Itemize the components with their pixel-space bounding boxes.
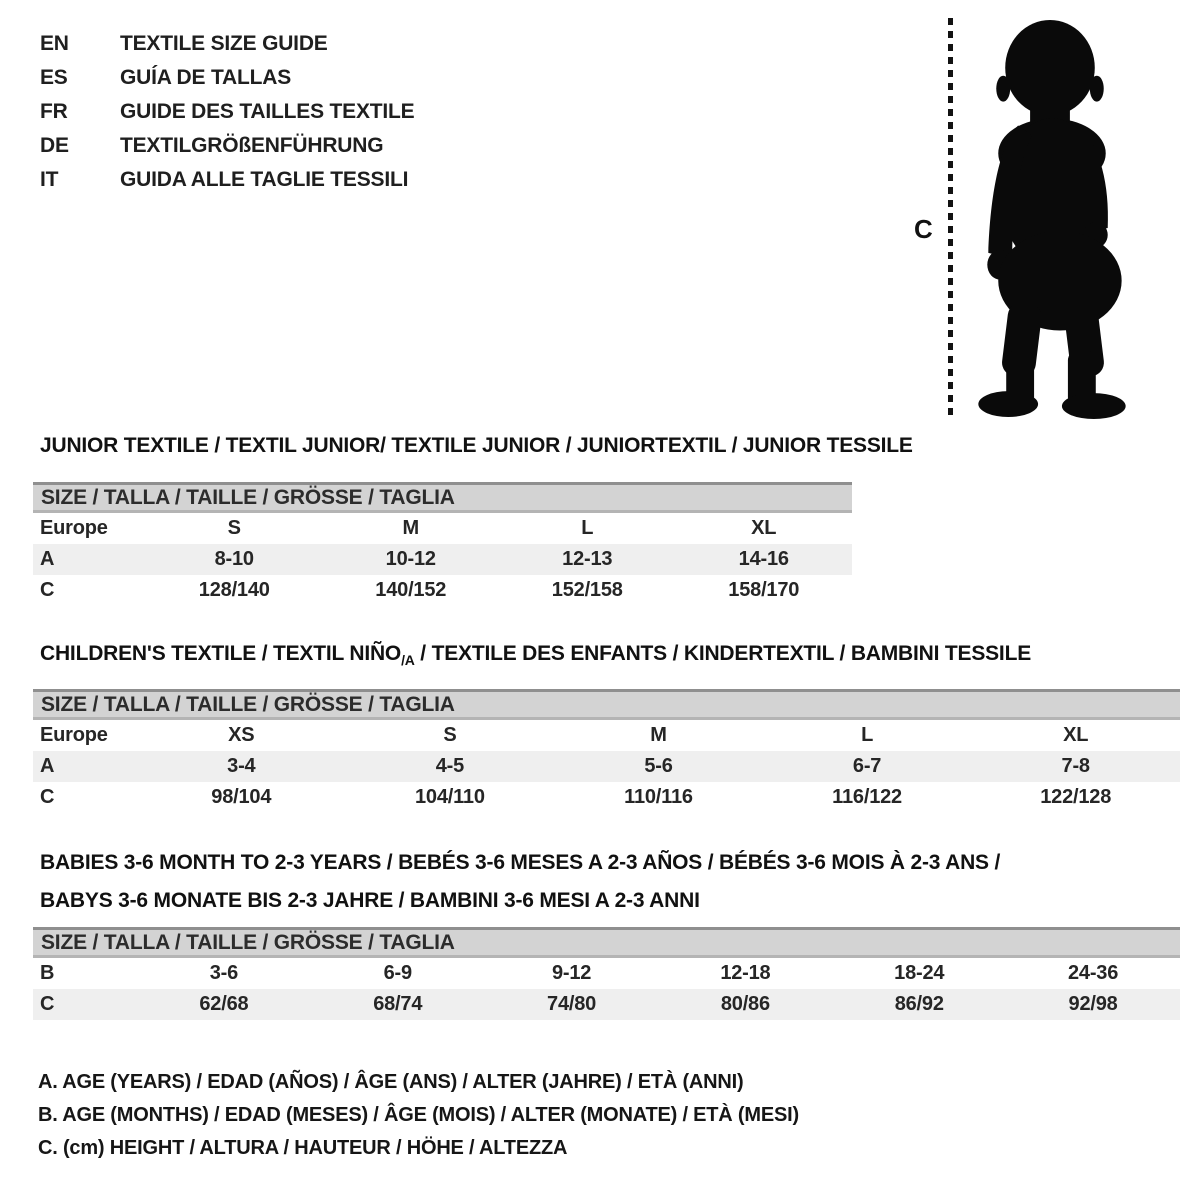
age-cell: 5-6 — [644, 755, 673, 777]
age-cell: 24-36 — [1067, 962, 1119, 984]
height-cell: 116/122 — [832, 786, 902, 808]
size-cell: XS — [228, 724, 255, 746]
toddler-silhouette-image — [960, 14, 1140, 422]
junior-size-table — [33, 482, 852, 606]
age-cell: 3-4 — [227, 755, 256, 777]
table-row — [33, 544, 852, 575]
legend-line-a: A. AGE (YEARS) / EDAD (AÑOS) / ÂGE (ANS) / ALTER (JAHRE) / ETÀ (ANNI) — [38, 1071, 744, 1093]
guide-title: GUIDE DES TAILLES TEXTILE — [120, 100, 415, 123]
guide-title: TEXTILE SIZE GUIDE — [120, 32, 328, 55]
age-cell: 6-9 — [383, 962, 412, 984]
age-cell: 4-5 — [435, 755, 465, 777]
children-title-post: / TEXTILE DES ENFANTS / KINDERTEXTIL / BAMBINI TESSILE — [414, 642, 1032, 665]
height-cell: 92/98 — [1068, 993, 1118, 1015]
table-row — [33, 989, 1180, 1020]
age-cell: 7-8 — [1061, 755, 1090, 777]
age-cell: 18-24 — [894, 962, 945, 984]
size-header-bar: SIZE / TALLA / TAILLE / GRÖSSE / TAGLIA — [33, 927, 1180, 958]
height-cell: 128/140 — [198, 579, 270, 601]
row-label: A — [40, 548, 55, 570]
language-code: FR — [40, 100, 68, 123]
age-cell: 14-16 — [738, 548, 789, 570]
age-cell: 10-12 — [385, 548, 436, 570]
guide-title: TEXTILGRÖßENFÜHRUNG — [120, 134, 384, 157]
babies-title-line2: BABYS 3-6 MONATE BIS 2-3 JAHRE / BAMBINI 3-6 MESI A 2-3 ANNI — [40, 889, 700, 912]
measure-legend — [38, 1066, 799, 1165]
height-cell: 62/68 — [199, 993, 249, 1015]
legend-line-c: C. (cm) HEIGHT / ALTURA / HAUTEUR / HÖHE / ALTEZZA — [38, 1137, 568, 1159]
table-row — [33, 720, 1180, 751]
children-title-sub: /A — [401, 652, 415, 669]
size-cell: S — [443, 724, 457, 746]
children-size-table — [33, 689, 1180, 813]
language-row-it — [40, 163, 414, 197]
size-cell: M — [650, 724, 667, 746]
table-row — [33, 575, 852, 606]
height-cell: 110/116 — [624, 786, 693, 808]
row-label: Europe — [40, 517, 108, 539]
language-title-block — [40, 27, 414, 197]
language-row-en — [40, 27, 414, 61]
table-row — [33, 958, 1180, 989]
height-cell: 152/158 — [551, 579, 623, 601]
size-cell: S — [227, 517, 241, 539]
age-cell: 12-18 — [720, 962, 771, 984]
row-label: A — [40, 755, 55, 777]
junior-section-title: JUNIOR TEXTILE / TEXTIL JUNIOR/ TEXTILE JUNIOR / JUNIORTEXTIL / JUNIOR TESSILE — [40, 434, 913, 457]
row-label: C — [40, 786, 55, 808]
height-cell: 68/74 — [373, 993, 423, 1015]
table-row — [33, 513, 852, 544]
babies-section-title — [40, 844, 1000, 920]
size-cell: XL — [751, 517, 777, 539]
language-code: DE — [40, 134, 69, 157]
legend-line-b: B. AGE (MONTHS) / EDAD (MESES) / ÂGE (MOIS) / ALTER (MONATE) / ETÀ (MESI) — [38, 1104, 799, 1126]
table-row — [33, 782, 1180, 813]
size-cell: XL — [1063, 724, 1089, 746]
language-code: EN — [40, 32, 69, 55]
size-header-bar: SIZE / TALLA / TAILLE / GRÖSSE / TAGLIA — [33, 482, 852, 513]
age-cell: 12-13 — [562, 548, 613, 570]
height-cell: 86/92 — [894, 993, 944, 1015]
age-cell: 3-6 — [209, 962, 239, 984]
language-code: IT — [40, 168, 59, 191]
language-code: ES — [40, 66, 68, 89]
height-cell: 158/170 — [728, 579, 800, 601]
size-header-bar: SIZE / TALLA / TAILLE / GRÖSSE / TAGLIA — [33, 689, 1180, 720]
row-label: C — [40, 993, 55, 1015]
row-label: Europe — [40, 724, 108, 746]
height-cell: 122/128 — [1040, 786, 1112, 808]
height-cell: 104/110 — [414, 786, 485, 808]
guide-title: GUIDA ALLE TAGLIE TESSILI — [120, 168, 409, 191]
table-row — [33, 751, 1180, 782]
height-cell: 140/152 — [375, 579, 447, 601]
children-section-title — [40, 642, 1031, 668]
height-cell: 74/80 — [547, 993, 597, 1015]
language-row-de — [40, 129, 414, 163]
height-measure-label: C — [914, 214, 933, 244]
children-title-pre: CHILDREN'S TEXTILE / TEXTIL NIÑO — [40, 642, 402, 665]
row-label: C — [40, 579, 55, 601]
language-row-fr — [40, 95, 414, 129]
height-cell: 80/86 — [720, 993, 770, 1015]
age-cell: 8-10 — [214, 548, 254, 570]
height-cell: 98/104 — [211, 786, 272, 808]
age-cell: 6-7 — [852, 755, 882, 777]
babies-title-line1: BABIES 3-6 MONTH TO 2-3 YEARS / BEBÉS 3-6 MESES A 2-3 AÑOS / BÉBÉS 3-6 MOIS À 2-3 ANS / — [40, 851, 1001, 874]
language-row-es — [40, 61, 414, 95]
size-cell: L — [581, 517, 594, 539]
babies-size-table — [33, 927, 1180, 1020]
height-measure-line — [948, 18, 953, 416]
size-cell: L — [861, 724, 874, 746]
guide-title: GUÍA DE TALLAS — [120, 66, 292, 89]
size-cell: M — [402, 517, 419, 539]
age-cell: 9-12 — [551, 962, 592, 984]
row-label: B — [40, 962, 55, 984]
